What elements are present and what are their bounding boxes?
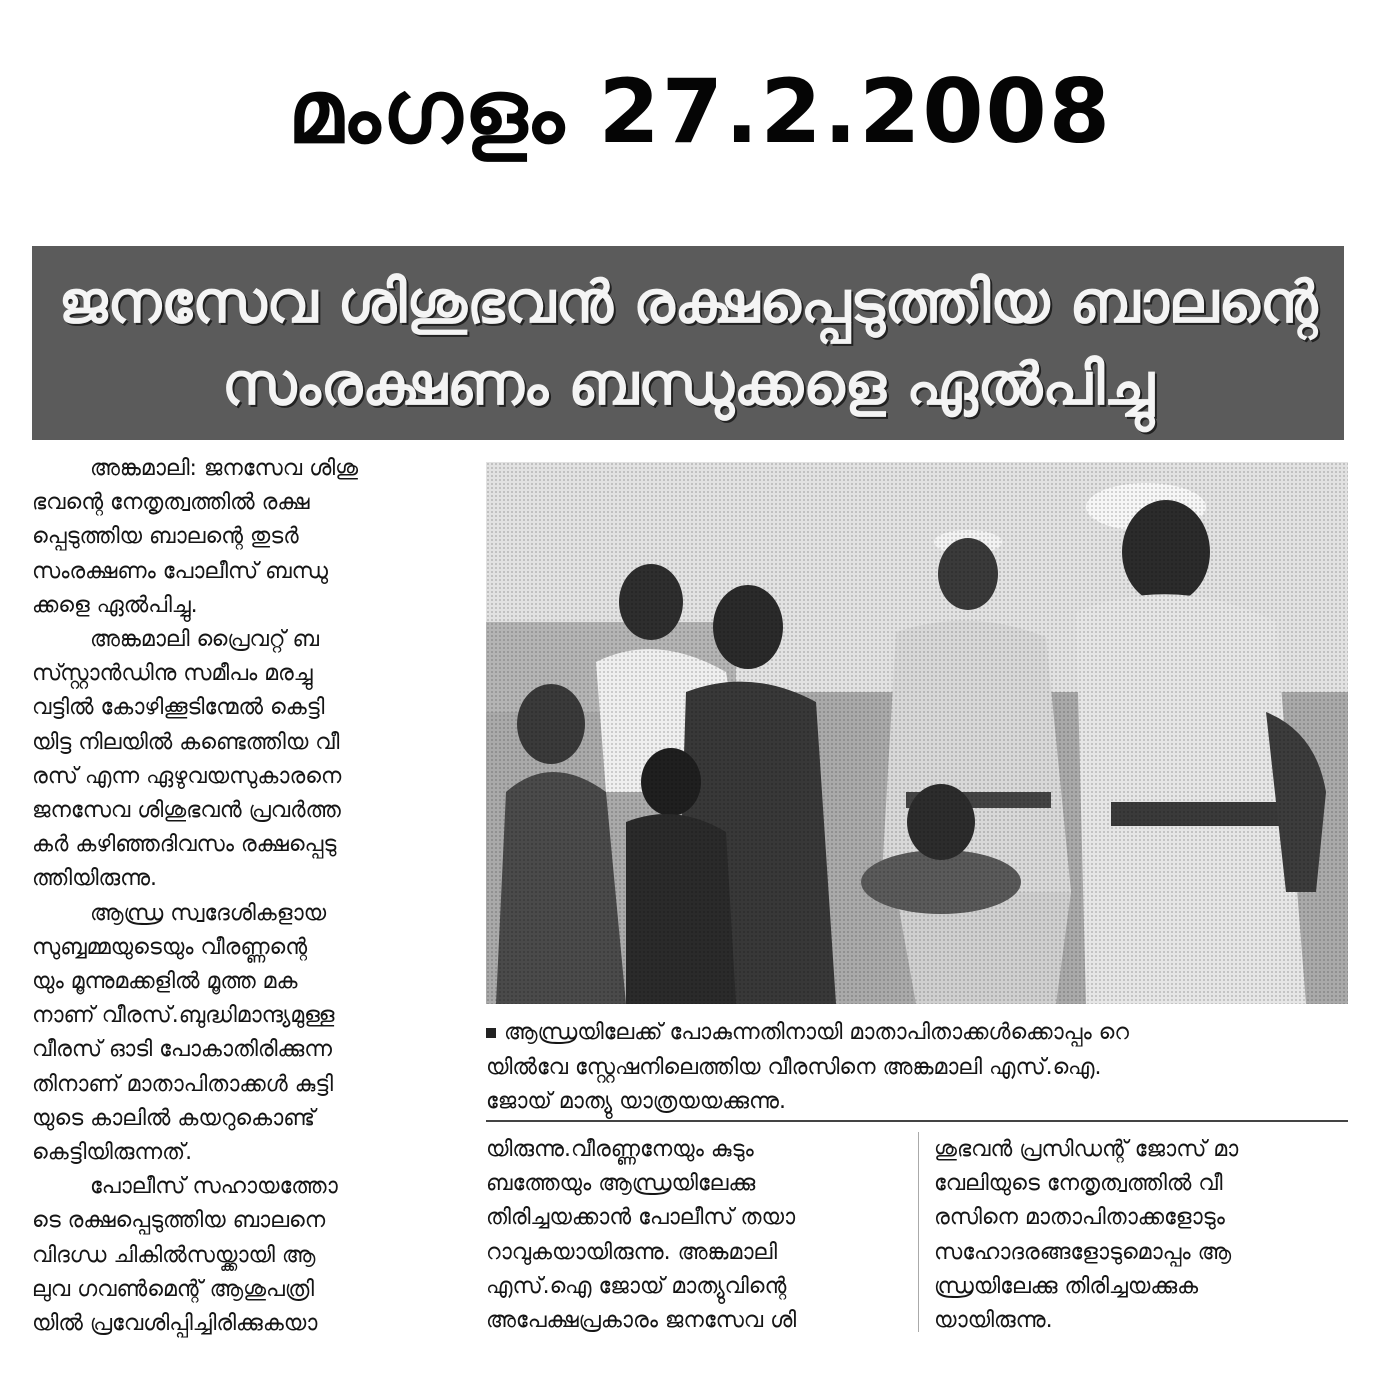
article-line: യിരുന്നു.വീരണ്ണനേയും കുടും	[486, 1137, 754, 1162]
article-line: യിൽ പ്രവേശിപ്പിച്ചിരിക്കുകയാ	[32, 1311, 318, 1337]
column-divider	[918, 1132, 919, 1332]
article-line: യിട്ട നിലയിൽ കണ്ടെത്തിയ വീ	[32, 729, 340, 755]
article-line: ബത്തേയും ആന്ധ്രയിലേക്കു	[486, 1171, 756, 1197]
article-line: എസ്.ഐ ജോയ് മാത്യുവിന്റെ	[486, 1273, 787, 1299]
article-line: പ്പെടുത്തിയ ബാലന്റെ തുടർ	[32, 524, 299, 550]
headline-line-1: ജനസേവ ശിശുഭവൻ രക്ഷപ്പെടുത്തിയ ബാലന്റെ	[58, 268, 1318, 336]
article-line: രസ് എന്ന ഏഴുവയസുകാരനെ	[32, 763, 342, 789]
article-line: കെട്ടിയിരുന്നത്.	[32, 1140, 193, 1166]
article-line: അങ്കമാലി പ്രൈവറ്റ് ബ	[90, 627, 319, 653]
caption-line: ജോയ് മാത്യു യാത്രയയക്കുന്നു.	[486, 1089, 786, 1114]
article-line: സുബ്ബമ്മയുടെയും വീരണ്ണന്റെ	[32, 934, 308, 960]
article-line: അപേക്ഷപ്രകാരം ജനസേവ ശി	[486, 1308, 797, 1334]
article-line: ശുഭവൻ പ്രസിഡന്റ് ജോസ് മാ	[934, 1137, 1239, 1162]
article-line: ഭവന്റെ നേതൃത്വത്തിൽ രക്ഷ	[32, 490, 310, 516]
news-photo-illustration	[486, 462, 1348, 1004]
article-line: സംരക്ഷണം പോലീസ് ബന്ധു	[32, 558, 328, 584]
article-line: രസിനെ മാതാപിതാക്കളോടും	[934, 1205, 1225, 1231]
article-line: ജനസേവ ശിശുഭവൻ പ്രവർത്ത	[32, 798, 341, 824]
article-line: യായിരുന്നു.	[934, 1308, 1053, 1334]
article-line: റാവുകയായിരുന്നു. അങ്കമാലി	[486, 1239, 778, 1265]
article-line: അങ്കമാലി: ജനസേവ ശിശു	[90, 456, 359, 481]
article-line: വേലിയുടെ നേതൃത്വത്തിൽ വീ	[934, 1171, 1223, 1197]
article-line: വിദഗ്ധ ചികിൽസയ്ക്കായി ആ	[32, 1242, 316, 1268]
caption-line: യിൽവേ സ്റ്റേഷനിലെത്തിയ വീരസിനെ അങ്കമാലി എസ്.ഐ.	[486, 1054, 1102, 1080]
article-line: നാണ് വീരസ്.ബുദ്ധിമാന്ദ്യമുള്ള	[32, 1003, 335, 1029]
article-column-left	[32, 452, 444, 1341]
news-photo	[486, 462, 1348, 1004]
article-line: സ്സ്റ്റാൻഡിനു സമീപം മരച്ചു	[32, 661, 313, 687]
caption-text: ആന്ധ്രയിലേക്ക് പോകുന്നതിനായി മാതാപിതാക്കൾക്കൊപ്പം റെ	[504, 1020, 1129, 1045]
headline-banner	[32, 246, 1344, 440]
article-column-right	[934, 1133, 1346, 1338]
article-line: ടെ രക്ഷപ്പെടുത്തിയ ബാലനെ	[32, 1208, 326, 1234]
article-line: ക്കളെ ഏൽപിച്ചു.	[32, 592, 198, 618]
headline-line-2: സംരക്ഷണം ബന്ധുക്കളെ ഏൽപിച്ചു	[222, 350, 1154, 418]
article-line: തിനാണ് മാതാപിതാക്കൾ കുട്ടി	[32, 1071, 334, 1097]
caption-divider	[486, 1120, 1348, 1122]
newspaper-masthead-date: മംഗളം 27.2.2008	[287, 60, 1113, 163]
article-line: കർ കഴിഞ്ഞദിവസം രക്ഷപ്പെടു	[32, 832, 337, 858]
bullet-icon	[486, 1028, 496, 1038]
caption-line	[486, 1016, 1348, 1051]
article-line: വീരസ് ഓടി പോകാതിരിക്കുന്ന	[32, 1037, 333, 1063]
article-line: പോലീസ് സഹായത്തോ	[90, 1174, 338, 1200]
article-line: ത്തിയിരുന്നു.	[32, 866, 158, 892]
article-line: ആന്ധ്ര സ്വദേശികളായ	[90, 900, 327, 926]
article-column-middle	[486, 1133, 906, 1338]
article-line: യുടെ കാലിൽ കയറുകൊണ്ട്	[32, 1105, 315, 1131]
photo-caption	[486, 1016, 1348, 1120]
article-line: സഹോദരങ്ങളോടുമൊപ്പം ആ	[934, 1239, 1232, 1265]
article-line: വട്ടിൽ കോഴിക്കൂടിന്മേൽ കെട്ടി	[32, 695, 325, 721]
article-line: ലുവ ഗവൺമെന്റ് ആശുപത്രി	[32, 1276, 315, 1302]
article-line: തിരിച്ചയക്കാൻ പോലീസ് തയാ	[486, 1205, 796, 1231]
article-line: ന്ധ്രയിലേക്കു തിരിച്ചയക്കുക	[934, 1273, 1199, 1299]
article-line: യും മൂന്നുമക്കളിൽ മൂത്ത മക	[32, 969, 298, 995]
